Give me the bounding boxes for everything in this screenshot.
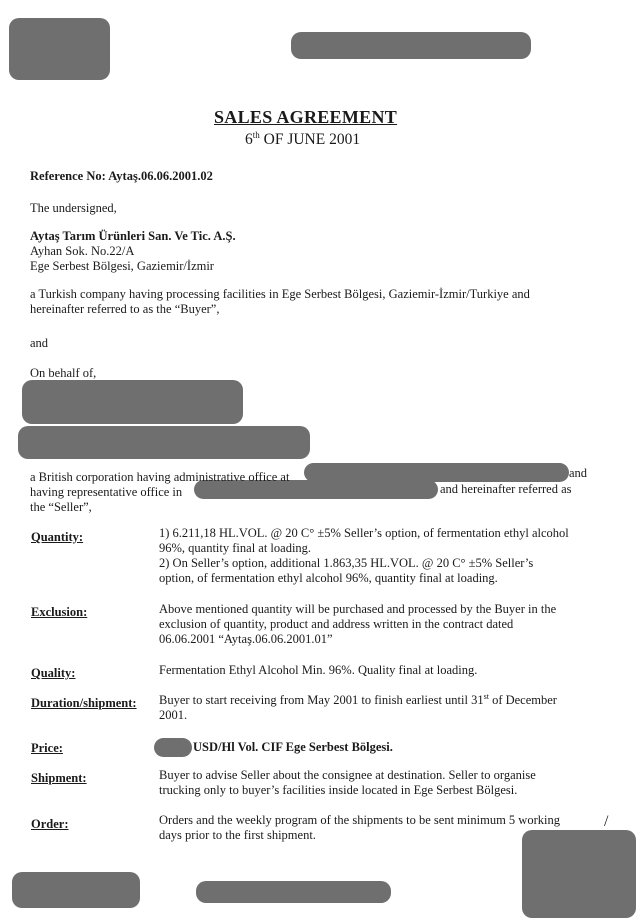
buyer-description-line-2: hereinafter referred to as the “Buyer”, (30, 302, 220, 316)
quality-text: Fermentation Ethyl Alcohol Min. 96%. Quality final at loading. (159, 663, 478, 677)
quality-label: Quality: (31, 666, 76, 680)
quantity-line-2: 96%, quantity final at loading. (159, 541, 312, 555)
document-title: SALES AGREEMENT (214, 107, 398, 127)
quantity-label: Quantity: (31, 530, 84, 544)
seller-description-line-2a: having representative office in (30, 485, 183, 499)
duration-text (159, 693, 599, 723)
buyer-name: Aytaş Tarım Ürünleri San. Ve Tic. A.Ş. (30, 229, 236, 243)
quantity-line-3: 2) On Seller’s option, additional 1.863,35 HL.VOL. @ 20 C° ±5% Seller’s (159, 556, 534, 570)
buyer-description-line-1: a Turkish company having processing facilities in Ege Serbest Bölgesi, Gaziemir-İzmir/Turkiye and (30, 287, 530, 301)
seller-description-line-1b: and (569, 466, 588, 480)
redaction-top-left (9, 18, 110, 80)
shipment-line-1: Buyer to advise Seller about the consignee at destination. Seller to organise (159, 768, 536, 782)
seller-description-line-2b: and hereinafter referred as (440, 482, 572, 496)
duration-line-1-main: Buyer to start receiving from May 2001 to finish earliest until 31 (159, 693, 484, 707)
undersigned-text: The undersigned, (30, 201, 117, 215)
price-text: USD/Hl Vol. CIF Ege Serbest Bölgesi. (193, 740, 393, 754)
on-behalf-text: On behalf of, (30, 366, 97, 380)
quantity-line-1: 1) 6.211,18 HL.VOL. @ 20 C° ±5% Seller’s option, of fermentation ethyl alcohol (159, 526, 569, 540)
redaction-top-header (291, 32, 531, 59)
exclusion-label: Exclusion: (31, 605, 88, 619)
price-label: Price: (31, 741, 63, 755)
redaction-bottom-left (12, 872, 140, 908)
exclusion-text (159, 602, 599, 647)
duration-label: Duration/shipment: (31, 696, 137, 710)
and-text: and (30, 336, 49, 350)
shipment-label: Shipment: (31, 771, 87, 785)
date-suffix: th (252, 129, 260, 140)
exclusion-line-3: 06.06.2001 “Aytaş.06.06.2001.01” (159, 632, 333, 646)
redaction-seller-address (18, 426, 310, 459)
reference-number: Reference No: Aytaş.06.06.2001.02 (30, 169, 213, 183)
seller-description-line-1a: a British corporation having administrative office at (30, 470, 290, 484)
document-date (245, 129, 361, 148)
redaction-price-value (154, 738, 192, 757)
duration-line-1-sup: st (483, 691, 489, 701)
redaction-bottom-right (522, 830, 636, 918)
order-label: Order: (31, 817, 69, 831)
seller-description-line-3: the “Seller”, (30, 500, 92, 514)
order-line-1: Orders and the weekly program of the shipments to be sent minimum 5 working (159, 813, 560, 827)
shipment-line-2: trucking only to buyer’s facilities inside located in Ege Serbest Bölgesi. (159, 783, 518, 797)
buyer-address-line-1: Ayhan Sok. No.22/A (30, 244, 135, 258)
quantity-line-4: option, of fermentation ethyl alcohol 96%, quantity final at loading. (159, 571, 498, 585)
duration-line-2: 2001. (159, 708, 188, 722)
duration-line-1-end: of December (488, 693, 557, 707)
redaction-seller-name (22, 380, 243, 424)
shipment-text (159, 768, 599, 798)
order-line-2: days prior to the first shipment. (159, 828, 316, 842)
exclusion-line-1: Above mentioned quantity will be purchased and processed by the Buyer in the (159, 602, 557, 616)
duration-line-1 (159, 693, 599, 708)
date-day: 6 (245, 131, 253, 148)
margin-mark: / (604, 813, 609, 830)
buyer-address-line-2: Ege Serbest Bölgesi, Gaziemir/İzmir (30, 259, 214, 273)
order-text (159, 813, 599, 843)
redaction-bottom-center (196, 881, 391, 903)
date-rest: OF JUNE 2001 (259, 131, 361, 148)
exclusion-line-2: exclusion of quantity, product and address written in the contract dated (159, 617, 514, 631)
quantity-text (159, 526, 599, 586)
